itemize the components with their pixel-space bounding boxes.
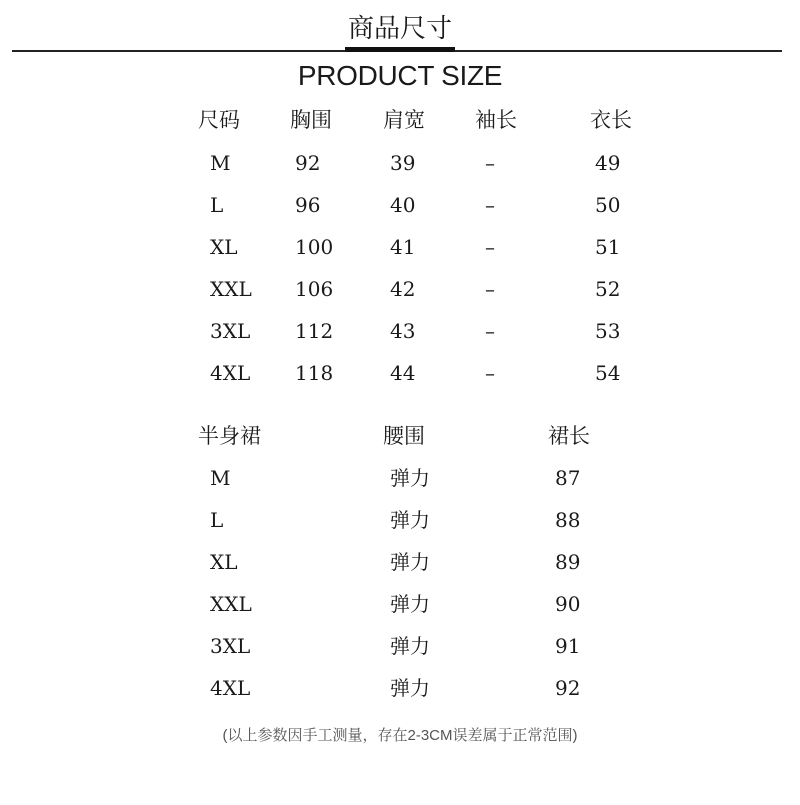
top-table-cell-r2-c3: – xyxy=(485,235,495,259)
top-table-cell-r4-c4: 53 xyxy=(595,319,621,343)
skirt-table-cell-r4-c0: 3XL xyxy=(210,634,251,658)
skirt-table-cell-r0-c2: 87 xyxy=(555,466,581,490)
top-table-cell-r2-c0: XL xyxy=(210,235,238,259)
top-table-cell-r4-c2: 43 xyxy=(390,319,416,343)
top-table-cell-r3-c3: – xyxy=(485,277,495,301)
top-table-cell-r5-c1: 118 xyxy=(295,361,334,385)
skirt-table-cell-r1-c2: 88 xyxy=(555,508,581,532)
skirt-table-cell-r2-c1: 弹力 xyxy=(390,550,430,574)
skirt-table-cell-r2-c0: XL xyxy=(210,550,238,574)
top-table-header-4: 衣长 xyxy=(590,108,632,132)
skirt-table-cell-r0-c1: 弹力 xyxy=(390,466,430,490)
top-table-cell-r5-c0: 4XL xyxy=(210,361,251,385)
top-table-cell-r1-c0: L xyxy=(210,193,224,217)
top-table-cell-r3-c1: 106 xyxy=(295,277,334,301)
skirt-table-header-2: 裙长 xyxy=(548,424,590,448)
skirt-table-cell-r3-c0: XXL xyxy=(210,592,252,616)
top-table-cell-r2-c2: 41 xyxy=(390,235,416,259)
title-rule-accent xyxy=(345,47,455,52)
top-table-cell-r4-c1: 112 xyxy=(295,319,334,343)
top-table-cell-r4-c0: 3XL xyxy=(210,319,251,343)
top-table-cell-r1-c2: 40 xyxy=(390,193,416,217)
top-table-cell-r5-c4: 54 xyxy=(595,361,621,385)
skirt-table-header-0: 半身裙 xyxy=(198,424,261,448)
top-table-header-1: 胸围 xyxy=(290,108,332,132)
top-table-cell-r0-c3: – xyxy=(485,151,495,175)
top-table-cell-r2-c4: 51 xyxy=(595,235,621,259)
top-table-header-0: 尺码 xyxy=(198,108,240,132)
top-table-cell-r0-c4: 49 xyxy=(595,151,621,175)
page-title-en: PRODUCT SIZE xyxy=(297,60,503,91)
skirt-table-header-1: 腰围 xyxy=(383,424,425,448)
top-table-cell-r0-c0: M xyxy=(210,151,231,175)
top-table-cell-r2-c1: 100 xyxy=(295,235,334,259)
top-table-cell-r1-c3: – xyxy=(485,193,495,217)
top-table-cell-r1-c4: 50 xyxy=(595,193,621,217)
skirt-table-cell-r0-c0: M xyxy=(210,466,231,490)
skirt-table-cell-r3-c2: 90 xyxy=(555,592,581,616)
top-table-header-3: 袖长 xyxy=(475,108,517,132)
top-table-cell-r5-c2: 44 xyxy=(390,361,416,385)
top-table-cell-r3-c4: 52 xyxy=(595,277,621,301)
top-table-cell-r4-c3: – xyxy=(485,319,495,343)
skirt-table-cell-r3-c1: 弹力 xyxy=(390,592,430,616)
top-table-cell-r0-c1: 92 xyxy=(295,151,321,175)
top-table-cell-r1-c1: 96 xyxy=(295,193,321,217)
top-table-header-2: 肩宽 xyxy=(383,108,425,132)
skirt-table-cell-r1-c0: L xyxy=(210,508,224,532)
skirt-table-cell-r2-c2: 89 xyxy=(555,550,581,574)
skirt-table-cell-r1-c1: 弹力 xyxy=(390,508,430,532)
skirt-table-cell-r4-c1: 弹力 xyxy=(390,634,430,658)
page-title-cn: 商品尺寸 xyxy=(347,13,452,43)
top-table-cell-r3-c2: 42 xyxy=(390,277,416,301)
skirt-table-cell-r4-c2: 91 xyxy=(555,634,581,658)
skirt-table-cell-r5-c2: 92 xyxy=(555,676,581,700)
top-table-cell-r5-c3: – xyxy=(485,361,495,385)
measurement-note: (以上参数因手工测量，存在2-3CM误差属于正常范围) xyxy=(222,727,578,744)
top-table-cell-r0-c2: 39 xyxy=(390,151,416,175)
skirt-table-cell-r5-c1: 弹力 xyxy=(390,676,430,700)
skirt-table-cell-r5-c0: 4XL xyxy=(210,676,251,700)
top-table-cell-r3-c0: XXL xyxy=(210,277,252,301)
